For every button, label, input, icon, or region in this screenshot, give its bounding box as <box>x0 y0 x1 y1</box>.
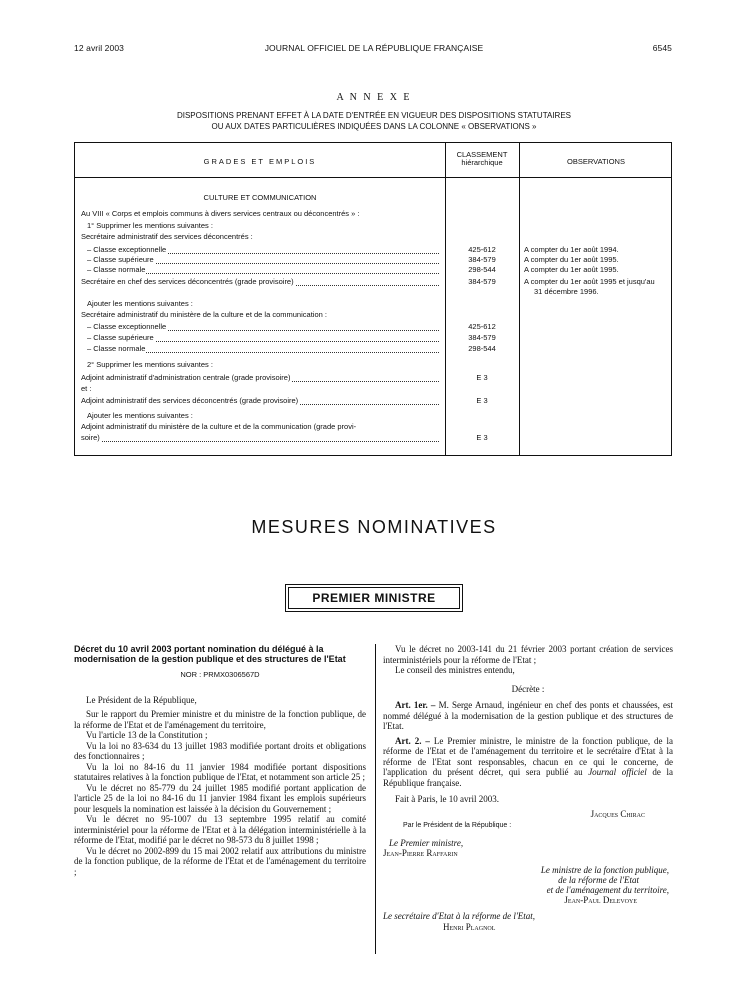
col-header-classement-2: hiérarchique <box>461 158 503 167</box>
decree-right-column <box>383 644 673 932</box>
col-header-classement-1: CLASSEMENT <box>456 150 508 159</box>
article-1-label: Art. 1er. – <box>395 700 436 710</box>
journal-officiel: Journal officiel <box>588 767 647 777</box>
header-date: 12 avril 2003 <box>74 43 124 53</box>
table-row-label: Au VIII « Corps et emplois communs à divers services centraux ou déconcentrés » : <box>81 209 360 218</box>
table-row-classement: E 3 <box>476 433 488 442</box>
table-row-observation: 31 décembre 1996. <box>534 287 599 296</box>
section-title: MESURES NOMINATIVES <box>251 517 497 537</box>
ministry-label: PREMIER MINISTRE <box>288 587 460 609</box>
annex-subtitle <box>0 110 748 132</box>
table-row-label: Secrétaire en chef des services déconcentrés (grade provisoire) <box>81 277 439 287</box>
table-row-classement: 425-612 <box>468 245 496 254</box>
table-row-label: Ajouter les mentions suivantes : <box>87 299 193 308</box>
pm-title: Le Premier ministre, <box>389 837 464 848</box>
secretary-name: Henri Plagnol <box>443 921 496 932</box>
table-row-classement: 384-579 <box>468 255 496 264</box>
decree-visas <box>74 695 366 878</box>
table-row-label: – Classe normale <box>87 265 439 275</box>
minister-name: Jean-Paul Delevoye <box>564 894 637 905</box>
decree-fait: Fait à Paris, le 10 avril 2003. <box>395 794 499 804</box>
decree-title: Décret du 10 avril 2003 portant nomination du délégué à la modernisation de la gestion publique et des structures de l'Etat <box>74 644 346 664</box>
minister-title-2: de la réforme de l'Etat <box>558 874 639 885</box>
table-row-classement: 384-579 <box>468 333 496 342</box>
minister-title <box>383 865 673 895</box>
table-row-classement: E 3 <box>476 396 488 405</box>
article-2-text-end: de la République française. <box>383 767 674 788</box>
decree-visa: Sur le rapport du Premier ministre et du ministre de la fonction publique, de la réforme de l'Etat et de l'aménagement du territoire, <box>74 709 366 730</box>
decree-visa: Vu le décret no 2003-141 du 21 février 2003 portant création de services interministériels pour la réforme de l'Etat ; <box>383 644 673 665</box>
table-row-classement: 298-544 <box>468 265 496 274</box>
table-row-label: Adjoint administratif des services déconcentrés (grade provisoire) <box>81 396 439 406</box>
decree-visa: Vu le décret no 2002-899 du 15 mai 2002 relatif aux attributions du ministre de la fonction publique, de la réforme de l'Etat et de l'aménagement du territoire ; <box>74 845 366 877</box>
table-divider <box>445 143 446 455</box>
page-number: 6545 <box>652 43 672 53</box>
table-row-label: 2° Supprimer les mentions suivantes : <box>87 360 213 369</box>
col-header-observations: OBSERVATIONS <box>567 157 625 166</box>
decree-left-column <box>74 644 366 877</box>
decree-visa: Vu la loi no 83-634 du 13 juillet 1983 modifiée portant droits et obligations des fonctionnaires ; <box>74 740 366 761</box>
pm-name: Jean-Pierre Raffarin <box>383 848 458 858</box>
table-row-label: – Classe exceptionnelle <box>87 322 439 332</box>
table-row-label: et : <box>81 384 92 393</box>
minister-title-1: Le ministre de la fonction publique, <box>540 864 669 875</box>
col-header-grades: GRADES ET EMPLOIS <box>203 157 317 166</box>
annex-table <box>74 142 672 456</box>
ministry-box <box>285 584 463 612</box>
par-president: Par le Président de la République : <box>403 822 512 829</box>
decree-nor: NOR : PRMX0306567D <box>180 670 260 679</box>
decree-decrete: Décrète : <box>511 683 545 694</box>
decree-visa: Vu le décret no 85-779 du 24 juillet 1985 modifié portant application de l'article 25 de la loi no 84-16 du 11 janvier 1984 fixant les emplois supérieurs pour lesquels la nomination est laissée à la décision du Gouvernement ; <box>74 782 366 814</box>
article-1-text: M. Serge Arnaud, ingénieur en chef des ponts et chaussées, est nommé délégué à la modernisation de la gestion publique et des structures de l'Etat. <box>383 700 673 731</box>
table-row-observation: A compter du 1er août 1995 et jusqu'au <box>524 277 655 286</box>
signature-president: Jacques Chirac <box>590 808 645 819</box>
secretary-title: Le secrétaire d'Etat à la réforme de l'Etat, <box>383 911 535 921</box>
table-row-label: Secrétaire administratif des services déconcentrés : <box>81 232 253 241</box>
table-row-label: – Classe supérieure <box>87 255 439 265</box>
journal-title: JOURNAL OFFICIEL DE LA RÉPUBLIQUE FRANÇAISE <box>264 43 484 53</box>
table-header-rule <box>75 177 671 178</box>
table-row-observation: A compter du 1er août 1995. <box>524 255 619 264</box>
article-2-label: Art. 2. – <box>395 735 430 746</box>
decree-preamble: Le Président de la République, <box>86 694 197 705</box>
decree-article-1 <box>383 700 673 732</box>
annex-subtitle-line-2: OU AUX DATES PARTICULIÈRES INDIQUÉES DANS LA COLONNE « OBSERVATIONS » <box>211 122 537 131</box>
article-2-text: Le Premier ministre, le ministre de la fonction publique, de la réforme de l'Etat et de l'aménagement du territoire et le secrétaire d'Etat à la réforme de l'Etat sont responsables, chacun en ce qui le concerne, de l'application du présent décret, qui sera publié au <box>383 735 674 777</box>
table-row-label: Ajouter les mentions suivantes : <box>87 411 193 420</box>
col-header-classement <box>445 151 519 167</box>
decree-visa: Le conseil des ministres entendu, <box>395 665 515 675</box>
table-row-label: Adjoint administratif du ministère de la culture et de la communication (grade provi- <box>81 422 357 431</box>
table-row-label: – Classe supérieure <box>87 333 439 343</box>
table-row-observation: A compter du 1er août 1995. <box>524 265 619 274</box>
table-row-label: Secrétaire administratif du ministère de la culture et de la communication : <box>81 310 327 319</box>
decree-visa: Vu l'article 13 de la Constitution ; <box>86 730 208 740</box>
table-row-classement: E 3 <box>476 373 488 382</box>
annex-title: A N N E X E <box>336 92 412 103</box>
table-row-classement: 384-579 <box>468 277 496 286</box>
decree-visa: Vu la loi no 84-16 du 11 janvier 1984 modifiée portant dispositions statutaires relatives à la fonction publique de l'Etat, et notamment son article 25 ; <box>74 761 366 782</box>
table-row-classement: 298-544 <box>468 344 496 353</box>
minister-title-3: et de l'aménagement du territoire, <box>546 884 669 895</box>
column-divider <box>375 644 376 954</box>
decree-article-2 <box>383 736 673 789</box>
table-section-title: CULTURE ET COMMUNICATION <box>203 193 317 202</box>
table-row-classement: 425-612 <box>468 322 496 331</box>
table-row-label: soire) <box>81 433 439 443</box>
table-row-label: – Classe exceptionnelle <box>87 245 439 255</box>
table-row-label: Adjoint administratif d'administration centrale (grade provisoire) <box>81 373 439 383</box>
table-divider <box>519 143 520 455</box>
table-row-observation: A compter du 1er août 1994. <box>524 245 619 254</box>
decree-visa: Vu le décret no 95-1007 du 13 septembre 1995 relatif au comité interministériel pour la réforme de l'Etat et à la délégation interministérielle à la réforme de l'Etat, modifié par le décret no 98-573 du 8 juillet 1998 ; <box>74 814 366 845</box>
table-row-label: 1° Supprimer les mentions suivantes : <box>87 221 213 230</box>
table-row-label: – Classe normale <box>87 344 439 354</box>
annex-subtitle-line-1: DISPOSITIONS PRENANT EFFET À LA DATE D'ENTRÉE EN VIGUEUR DES DISPOSITIONS STATUTAIRES <box>176 111 572 120</box>
